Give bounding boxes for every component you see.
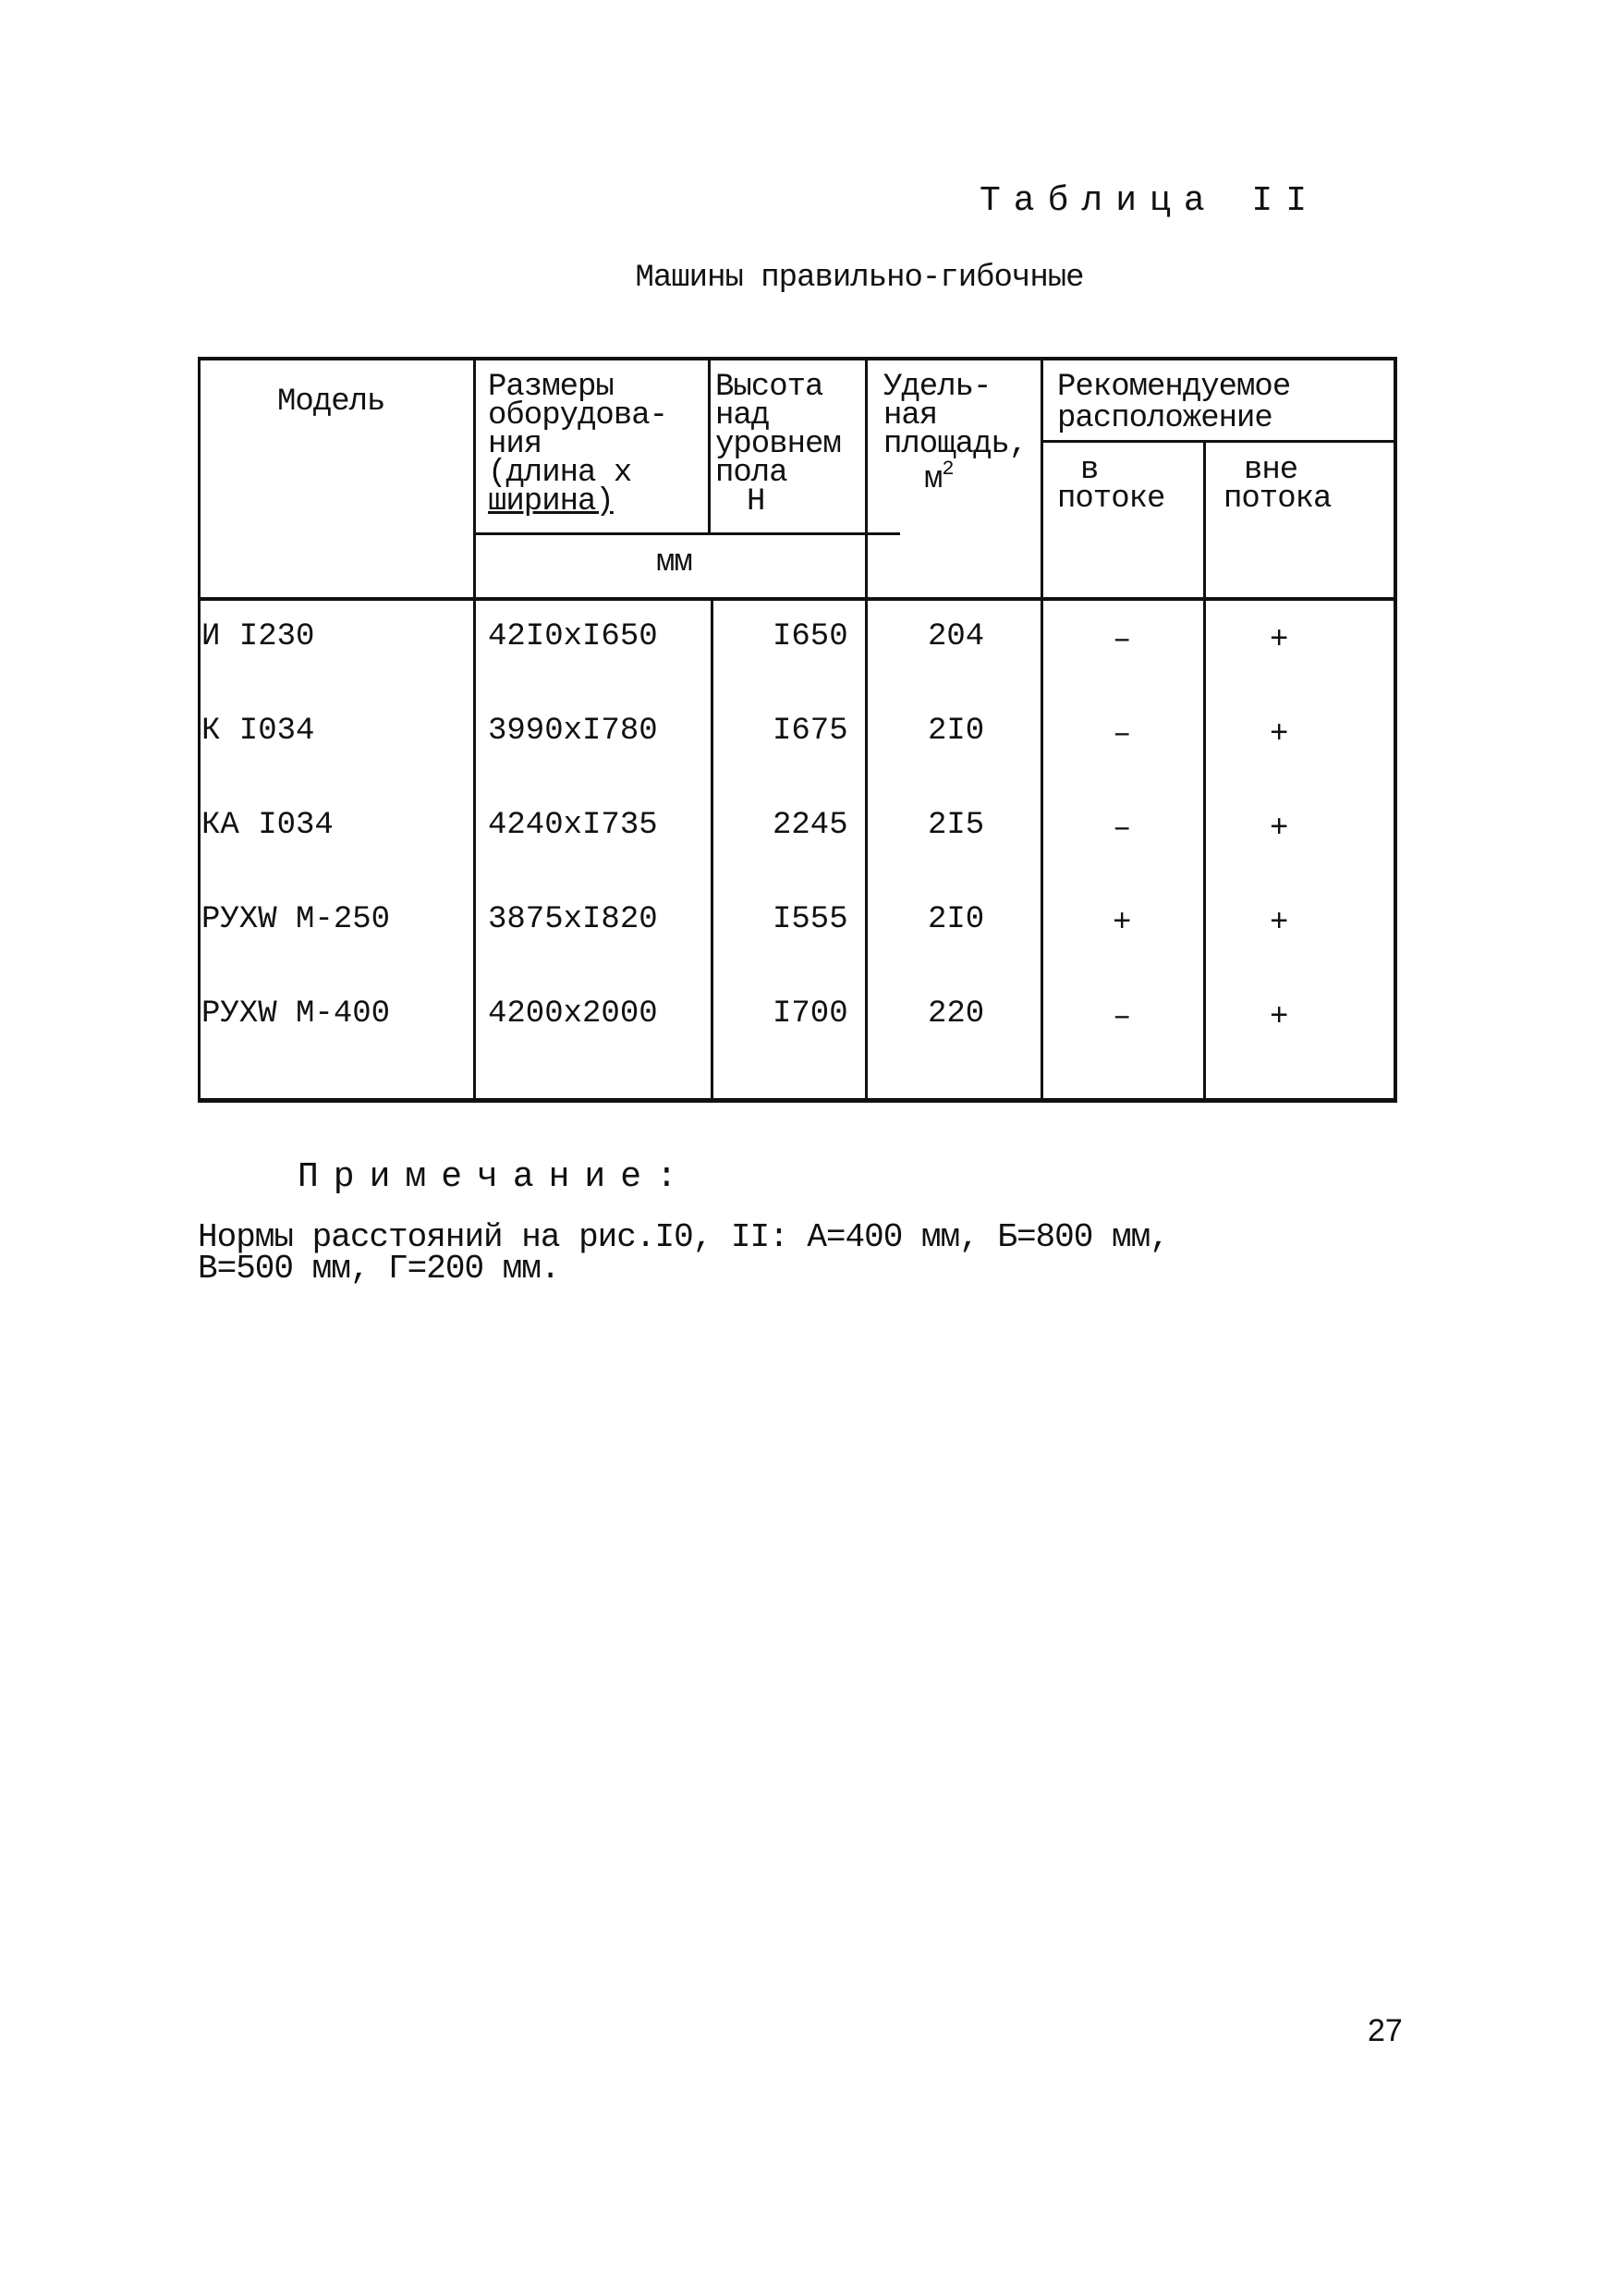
header-off-line-2: потока — [1223, 482, 1332, 517]
cell-height: I700 — [773, 996, 848, 1032]
header-height-line-4: пола — [715, 456, 787, 491]
cell-dimensions: 42I0хI650 — [488, 619, 658, 654]
cell-area: 220 — [928, 996, 985, 1032]
header-height-line-5: Н — [747, 484, 765, 519]
note-line-2: В=500 мм, Г=200 мм. — [198, 1250, 560, 1288]
table-number: Таблица II — [980, 181, 1321, 221]
header-units: мм — [656, 545, 692, 580]
header-height-line-3: уровнем — [715, 427, 841, 462]
area-unit: м — [924, 462, 943, 497]
header-dimensions-line-5: ширина) — [488, 484, 614, 519]
cell-in-line: – — [1113, 717, 1132, 752]
placement-subheader-rule — [1041, 440, 1397, 443]
header-placement-line-1: Рекомендуемое — [1057, 370, 1291, 405]
header-dimensions-line-1: Размеры — [488, 370, 614, 405]
area-unit-superscript: 2 — [942, 458, 954, 481]
header-area-line-3: площадь, — [883, 427, 1028, 462]
cell-height: 2245 — [773, 808, 848, 843]
header-placement-line-2: расположение — [1057, 401, 1272, 436]
cell-dimensions: 3875хI820 — [488, 902, 658, 937]
cell-dimensions: 4200х2000 — [488, 996, 658, 1032]
col-rule-model — [473, 357, 476, 1102]
col-rule-in-line — [1203, 440, 1206, 1102]
col-rule-dimensions-body — [711, 597, 713, 1102]
cell-off-line: + — [1270, 623, 1289, 658]
header-bottom-rule — [198, 597, 1397, 601]
header-in-line-2: потоке — [1057, 482, 1165, 517]
cell-model: КА I034 — [201, 808, 334, 843]
cell-in-line: – — [1113, 812, 1132, 847]
header-dimensions-line-2: оборудова- — [488, 398, 668, 434]
equipment-table — [198, 357, 1397, 1102]
cell-height: I650 — [773, 619, 848, 654]
cell-area: 2I0 — [928, 902, 985, 937]
cell-off-line: + — [1270, 812, 1289, 847]
cell-dimensions: 4240хI735 — [488, 808, 658, 843]
cell-off-line: + — [1270, 1000, 1289, 1035]
table-top-rule — [198, 357, 1397, 360]
cell-in-line: – — [1113, 1000, 1132, 1035]
cell-area: 2I5 — [928, 808, 985, 843]
cell-height: I555 — [773, 902, 848, 937]
header-area-line-2: ная — [883, 398, 938, 434]
header-area-line-4 — [924, 458, 954, 497]
page-number: 27 — [1368, 2013, 1403, 2048]
note-heading: Примечание: — [298, 1157, 692, 1197]
header-height-line-2: над — [715, 398, 770, 434]
header-dimensions-line-4: (длина х — [488, 456, 632, 491]
col-rule-left — [198, 357, 201, 1102]
table-title: Машины правильно-гибочные — [635, 261, 1084, 296]
col-rule-area — [1041, 357, 1043, 1102]
cell-model: К I034 — [201, 714, 315, 749]
cell-off-line: + — [1270, 717, 1289, 752]
cell-in-line: – — [1113, 623, 1132, 658]
cell-dimensions: 3990хI780 — [488, 714, 658, 749]
note-text — [198, 1218, 1169, 1288]
header-model: Модель — [277, 385, 385, 420]
header-dimensions-line-3: ния — [488, 427, 542, 462]
cell-height: I675 — [773, 714, 848, 749]
cell-model: И I230 — [201, 619, 315, 654]
header-off-line-1: вне — [1244, 453, 1298, 488]
cell-model: РУХW М-400 — [201, 996, 391, 1032]
units-rule — [473, 532, 900, 535]
cell-off-line: + — [1270, 906, 1289, 941]
header-area-line-1: Удель- — [883, 370, 992, 405]
note-line-1: Нормы расстояний на рис.I0, II: А=400 мм, Б=800 мм, — [198, 1218, 1169, 1256]
header-height-line-1: Высота — [715, 370, 823, 405]
table-bottom-rule — [198, 1098, 1397, 1103]
col-rule-height — [865, 357, 868, 1102]
col-rule-dimensions — [708, 357, 711, 532]
cell-in-line: + — [1113, 906, 1132, 941]
cell-area: 2I0 — [928, 714, 985, 749]
header-in-line-1: в — [1080, 453, 1099, 488]
cell-area: 204 — [928, 619, 985, 654]
col-rule-right — [1394, 357, 1397, 1102]
cell-model: РУХW М-250 — [201, 902, 391, 937]
